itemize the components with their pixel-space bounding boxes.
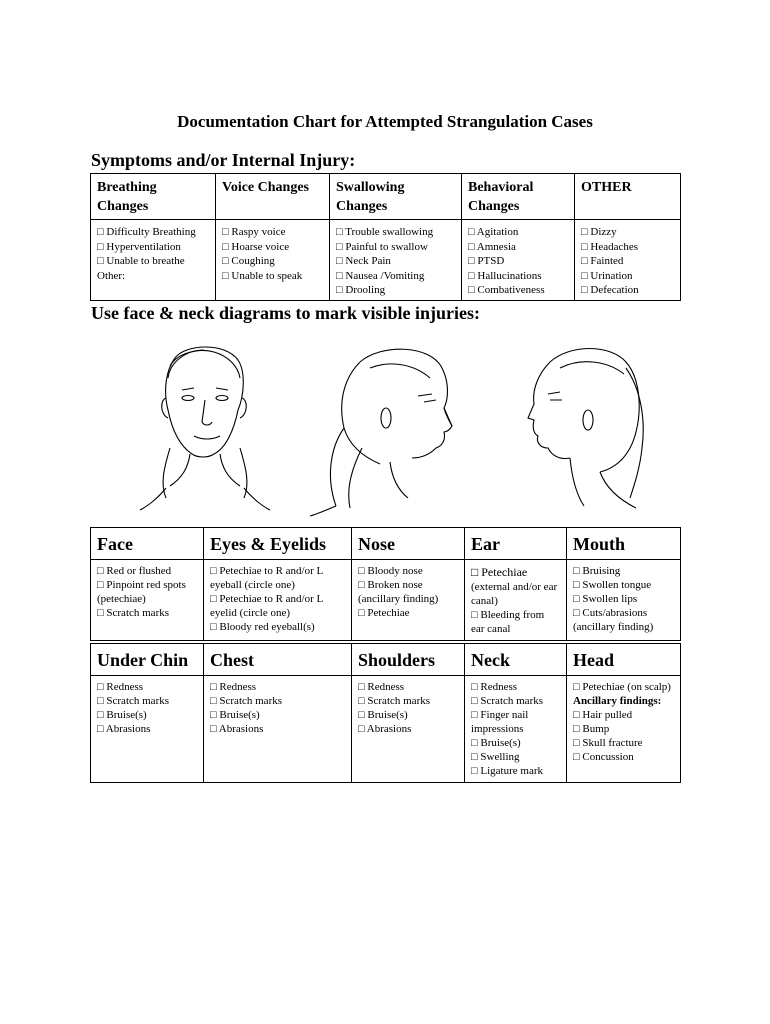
checkbox-item[interactable]: □ Defecation [581,284,639,296]
symptoms-table [90,173,681,301]
checkbox-item[interactable]: □ Difficulty Breathing [97,226,196,238]
checkbox-item[interactable]: □ Raspy voice [222,226,286,238]
swallowing-checklist [330,220,462,301]
checkbox-item[interactable]: □ Urination [581,269,633,282]
checkbox-item[interactable]: □ Finger nail impressions [471,709,529,735]
checkbox-item[interactable]: □ Drooling [336,284,386,296]
header-behavioral-changes: Behavioral Changes [462,174,575,220]
under-chin-checklist [91,676,204,783]
checkbox-item[interactable]: □ Redness [471,681,518,693]
symptoms-header-row [91,174,681,220]
checkbox-item[interactable]: □ Bruise(s) [210,709,260,721]
checkbox-item[interactable]: □ Trouble swallowing [336,226,434,238]
checkbox-item[interactable]: □ Petechiae [358,607,410,619]
header-neck: Neck [465,644,567,676]
checkbox-item[interactable]: □ Fainted [581,255,624,267]
other-label: Other: [97,269,126,282]
shoulders-checklist [352,676,465,783]
angled-head-diagram[interactable] [310,349,452,516]
neck-checklist [465,676,567,783]
checkbox-item[interactable]: □ Hair pulled [573,709,633,721]
header-ear: Ear [465,528,567,560]
checkbox-item[interactable]: □ Unable to speak [222,269,303,282]
checkbox-item[interactable]: □ Abrasions [97,723,151,735]
header-swallowing-changes: Swallowing Changes [330,174,462,220]
checkbox-item[interactable]: □ Pinpoint red spots (petechiae) [97,579,186,605]
header-eyes-eyelids: Eyes & Eyelids [204,528,352,560]
header-under-chin: Under Chin [91,644,204,676]
other-checklist [575,220,681,301]
checkbox-item[interactable]: □ Dizzy [581,226,617,238]
injury-header-row [91,644,681,676]
checkbox-item[interactable]: □ Redness [210,681,257,693]
checkbox-item[interactable]: □ Headaches [581,240,639,253]
diagrams-heading: Use face & neck diagrams to mark visible injuries: [91,303,480,323]
checkbox-item[interactable]: □ Petechiae [471,565,528,579]
nose-checklist [352,560,465,641]
checkbox-item[interactable]: □ Petechiae (on scalp) [573,681,671,693]
checkbox-item[interactable]: □ Red or flushed [97,565,172,577]
mouth-checklist [567,560,681,641]
checkbox-item[interactable]: □ Bruise(s) [471,737,521,749]
header-shoulders: Shoulders [352,644,465,676]
head-checklist [567,676,681,783]
ancillary-label: Ancillary findings: [573,695,662,707]
checkbox-item[interactable]: □ Petechiae to R and/or L eyeball (circle one) [210,565,323,591]
checkbox-item[interactable]: □ PTSD [468,255,505,267]
checkbox-item[interactable]: □ Abrasions [358,723,412,735]
checkbox-item[interactable]: □ Skull fracture [573,737,643,749]
checkbox-item[interactable]: □ Bruising [573,565,621,577]
checkbox-item[interactable]: □ Abrasions [210,723,264,735]
checkbox-item[interactable]: □ Swelling [471,751,520,763]
checkbox-item[interactable]: □ Redness [97,681,144,693]
checkbox-item[interactable]: □ Scratch marks [210,695,283,707]
checkbox-item[interactable]: □ Bleeding from ear canal [471,609,545,635]
profile-head-diagram[interactable] [528,349,643,509]
checkbox-item[interactable]: □ Agitation [468,226,519,238]
checkbox-item[interactable]: □ Scratch marks [471,695,544,707]
checkbox-item[interactable]: □ Bruise(s) [97,709,147,721]
header-voice-changes: Voice Changes [216,174,330,220]
breathing-checklist [91,220,216,301]
header-nose: Nose [352,528,465,560]
behavioral-checklist [462,220,575,301]
checkbox-item[interactable]: □ Scratch marks [97,607,170,619]
checkbox-item[interactable]: □ Petechiae to R and/or L eyelid (circle one) [210,593,323,619]
checkbox-item[interactable]: □ Neck Pain [336,255,391,267]
injuries-table-row2 [90,643,681,783]
checkbox-item[interactable]: □ Concussion [573,751,634,763]
ear-checklist [465,560,567,641]
checkbox-item[interactable]: □ Scratch marks [97,695,170,707]
checkbox-item[interactable]: □ Hallucinations [468,269,542,282]
header-head: Head [567,644,681,676]
checkbox-item[interactable]: □ Scratch marks [358,695,431,707]
checkbox-item[interactable]: □ Coughing [222,255,275,267]
injuries-table-row1 [90,527,681,641]
checkbox-item[interactable]: □ Bump [573,723,610,735]
checkbox-item[interactable]: □ Bruise(s) [358,709,408,721]
checkbox-item[interactable]: □ Redness [358,681,405,693]
symptoms-body-row [91,220,681,301]
chest-checklist [204,676,352,783]
checkbox-item[interactable]: □ Swollen lips [573,593,638,605]
header-face: Face [91,528,204,560]
injury-body-row [91,676,681,783]
header-other: OTHER [575,174,681,220]
symptoms-heading: Symptoms and/or Internal Injury: [91,150,356,170]
checkbox-item[interactable]: □ Painful to swallow [336,240,428,253]
header-chest: Chest [204,644,352,676]
checkbox-item[interactable]: □ Broken nose (ancillary finding) [358,579,439,605]
page-title: Documentation Chart for Attempted Strangulation Cases [177,112,593,131]
checkbox-item[interactable]: □ Unable to breathe [97,255,185,267]
voice-checklist [216,220,330,301]
injury-header-row [91,528,681,560]
face-checklist [91,560,204,641]
front-head-diagram[interactable] [140,347,270,510]
face-neck-diagrams[interactable] [130,338,650,518]
checkbox-item[interactable]: □ Nausea /Vomiting [336,269,425,282]
checkbox-item[interactable]: □ Hoarse voice [222,240,290,253]
checkbox-item[interactable]: □ Cuts/abrasions (ancillary finding) [573,607,654,633]
ear-note: (external and/or ear canal) [471,581,558,607]
checkbox-item[interactable]: □ Bloody red eyeball(s) [210,621,315,633]
checkbox-item[interactable]: □ Ligature mark [471,765,544,777]
checkbox-item[interactable]: □ Amnesia [468,240,516,253]
checkbox-item[interactable]: □ Swollen tongue [573,579,652,591]
injury-body-row [91,560,681,641]
checkbox-item[interactable]: □ Combativeness [468,284,545,296]
checkbox-item[interactable]: □ Bloody nose [358,565,423,577]
header-mouth: Mouth [567,528,681,560]
header-breathing-changes: Breathing Changes [91,174,216,220]
eyes-checklist [204,560,352,641]
checkbox-item[interactable]: □ Hyperventilation [97,240,181,253]
